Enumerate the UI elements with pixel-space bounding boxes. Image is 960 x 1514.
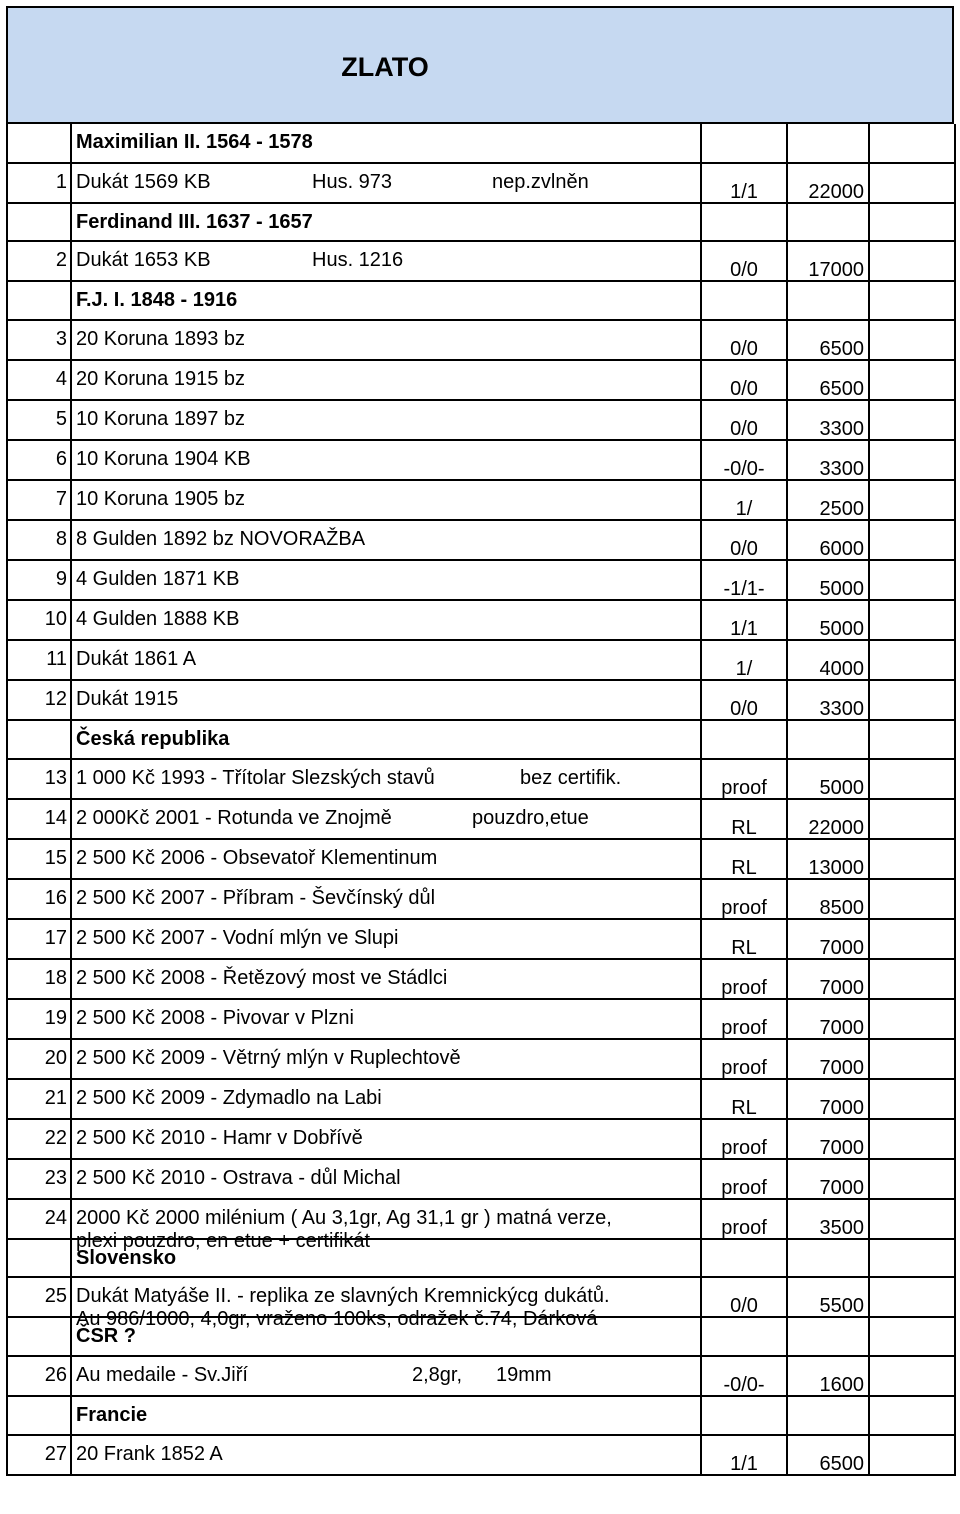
empty-cell bbox=[869, 360, 955, 400]
item-number: 8 bbox=[7, 520, 71, 560]
description-text: 2 500 Kč 2010 - Hamr v Dobřívě bbox=[76, 1126, 363, 1149]
item-note: bez certifik. bbox=[520, 766, 622, 789]
item-number: 16 bbox=[7, 879, 71, 919]
item-number: 7 bbox=[7, 480, 71, 520]
item-price bbox=[787, 281, 869, 320]
item-condition: 1/1 bbox=[701, 600, 787, 640]
empty-cell bbox=[869, 600, 955, 640]
item-price bbox=[787, 203, 869, 242]
table-row bbox=[7, 1119, 955, 1159]
table-row bbox=[7, 440, 955, 480]
item-number: 10 bbox=[7, 600, 71, 640]
section-heading bbox=[71, 720, 701, 759]
item-number: 21 bbox=[7, 1079, 71, 1119]
item-description bbox=[71, 640, 701, 680]
description-text: 20 Frank 1852 A bbox=[76, 1442, 223, 1465]
empty-cell bbox=[869, 241, 955, 281]
item-condition: proof bbox=[701, 999, 787, 1039]
description-text: 10 Koruna 1904 KB bbox=[76, 448, 251, 471]
table-row bbox=[7, 600, 955, 640]
price-table-body bbox=[7, 124, 955, 1475]
item-number bbox=[7, 1239, 71, 1278]
table-row bbox=[7, 1199, 955, 1239]
item-condition: proof bbox=[701, 1159, 787, 1199]
table-row bbox=[7, 360, 955, 400]
empty-cell bbox=[869, 1356, 955, 1396]
item-description bbox=[71, 320, 701, 360]
table-row bbox=[7, 799, 955, 839]
table-row bbox=[7, 320, 955, 360]
description-text: 2 500 Kč 2008 - Řetězový most ve Stádlci bbox=[76, 966, 448, 989]
item-number: 4 bbox=[7, 360, 71, 400]
item-number: 22 bbox=[7, 1119, 71, 1159]
empty-cell bbox=[869, 1079, 955, 1119]
item-description bbox=[71, 879, 701, 919]
item-condition bbox=[701, 1239, 787, 1278]
item-description bbox=[71, 480, 701, 520]
table-row bbox=[7, 839, 955, 879]
description-text: 4 Gulden 1871 KB bbox=[76, 568, 240, 591]
item-price bbox=[787, 124, 869, 163]
table-row bbox=[7, 1079, 955, 1119]
item-number: 14 bbox=[7, 799, 71, 839]
description-text: Dukát 1569 KB bbox=[76, 170, 211, 193]
description-text: 10 Koruna 1905 bz bbox=[76, 488, 246, 511]
description-text: 2 500 Kč 2009 - Větrný mlýn v Ruplechtově bbox=[76, 1046, 461, 1069]
item-price: 3500 bbox=[787, 1199, 869, 1239]
description-text: 1 000 Kč 1993 - Třítolar Slezských stavů bbox=[76, 766, 435, 789]
item-condition: 1/1 bbox=[701, 163, 787, 203]
item-condition: RL bbox=[701, 799, 787, 839]
item-description bbox=[71, 560, 701, 600]
description-text: F.J. I. 1848 - 1916 bbox=[76, 289, 238, 312]
item-description bbox=[71, 241, 701, 281]
description-text: 2 500 Kč 2006 - Obsevatoř Klementinum bbox=[76, 846, 438, 869]
item-number: 1 bbox=[7, 163, 71, 203]
empty-cell bbox=[869, 400, 955, 440]
table-row bbox=[7, 879, 955, 919]
item-number: 12 bbox=[7, 680, 71, 720]
item-price: 7000 bbox=[787, 1079, 869, 1119]
empty-cell bbox=[869, 281, 955, 320]
item-price: 3300 bbox=[787, 680, 869, 720]
item-number: 5 bbox=[7, 400, 71, 440]
item-price: 5000 bbox=[787, 600, 869, 640]
empty-cell bbox=[869, 839, 955, 879]
description-text: Dukát Matyáše II. - replika ze slavných Kremnickýcg dukátů. bbox=[76, 1285, 610, 1308]
item-price: 3300 bbox=[787, 440, 869, 480]
table-row bbox=[7, 1039, 955, 1079]
section-heading bbox=[71, 281, 701, 320]
description-text: 20 Koruna 1893 bz bbox=[76, 328, 246, 351]
item-description bbox=[71, 1277, 701, 1331]
item-condition: 0/0 bbox=[701, 520, 787, 560]
item-condition: RL bbox=[701, 919, 787, 959]
item-number bbox=[7, 1317, 71, 1356]
description-text: 20 Koruna 1915 bz bbox=[76, 368, 246, 391]
item-number: 23 bbox=[7, 1159, 71, 1199]
empty-cell bbox=[869, 1239, 955, 1278]
table-row bbox=[7, 680, 955, 720]
item-price: 7000 bbox=[787, 919, 869, 959]
item-price: 4000 bbox=[787, 640, 869, 680]
item-description bbox=[71, 1356, 701, 1396]
item-price bbox=[787, 1239, 869, 1278]
item-condition: proof bbox=[701, 1199, 787, 1239]
section-row bbox=[7, 1317, 955, 1356]
description-text: 2 500 Kč 2007 - Příbram - Ševčínský důl bbox=[76, 886, 436, 909]
section-heading bbox=[71, 1239, 701, 1278]
table-row bbox=[7, 1277, 955, 1317]
item-number: 2 bbox=[7, 241, 71, 281]
description-text: 2 500 Kč 2010 - Ostrava - důl Michal bbox=[76, 1166, 401, 1189]
item-description bbox=[71, 163, 701, 203]
empty-cell bbox=[869, 919, 955, 959]
item-number: 11 bbox=[7, 640, 71, 680]
empty-cell bbox=[869, 999, 955, 1039]
description-text: Slovensko bbox=[76, 1246, 177, 1269]
item-price bbox=[787, 1396, 869, 1435]
section-row bbox=[7, 1239, 955, 1278]
price-table bbox=[6, 124, 956, 1476]
section-row bbox=[7, 203, 955, 242]
item-description bbox=[71, 440, 701, 480]
item-condition bbox=[701, 1317, 787, 1356]
item-condition: 1/1 bbox=[701, 1435, 787, 1475]
empty-cell bbox=[869, 759, 955, 799]
item-number: 6 bbox=[7, 440, 71, 480]
item-note: pouzdro,etue bbox=[472, 806, 589, 829]
item-condition: 0/0 bbox=[701, 320, 787, 360]
item-condition bbox=[701, 124, 787, 163]
item-price: 22000 bbox=[787, 799, 869, 839]
empty-cell bbox=[869, 203, 955, 242]
item-price: 5000 bbox=[787, 560, 869, 600]
item-price: 22000 bbox=[787, 163, 869, 203]
empty-cell bbox=[869, 124, 955, 163]
item-description bbox=[71, 400, 701, 440]
item-description bbox=[71, 520, 701, 560]
table-row bbox=[7, 959, 955, 999]
item-number: 3 bbox=[7, 320, 71, 360]
item-price: 7000 bbox=[787, 1039, 869, 1079]
item-number bbox=[7, 203, 71, 242]
item-condition: RL bbox=[701, 1079, 787, 1119]
item-price: 6500 bbox=[787, 1435, 869, 1475]
item-condition: -0/0- bbox=[701, 440, 787, 480]
table-row bbox=[7, 1435, 955, 1475]
item-price: 17000 bbox=[787, 241, 869, 281]
section-row bbox=[7, 720, 955, 759]
item-condition: -1/1- bbox=[701, 560, 787, 600]
item-price: 7000 bbox=[787, 959, 869, 999]
empty-cell bbox=[869, 1039, 955, 1079]
item-description bbox=[71, 680, 701, 720]
item-number: 20 bbox=[7, 1039, 71, 1079]
item-note: 19mm bbox=[496, 1364, 552, 1387]
item-number bbox=[7, 720, 71, 759]
item-condition bbox=[701, 1396, 787, 1435]
table-row bbox=[7, 400, 955, 440]
table-row bbox=[7, 640, 955, 680]
section-heading bbox=[71, 203, 701, 242]
table-row bbox=[7, 241, 955, 281]
item-price bbox=[787, 720, 869, 759]
item-description bbox=[71, 1199, 701, 1252]
section-heading bbox=[71, 1317, 701, 1356]
empty-cell bbox=[869, 879, 955, 919]
item-condition: proof bbox=[701, 1119, 787, 1159]
item-condition: proof bbox=[701, 879, 787, 919]
empty-cell bbox=[869, 959, 955, 999]
description-text: Česká republika bbox=[76, 728, 230, 751]
empty-cell bbox=[869, 1435, 955, 1475]
table-row bbox=[7, 480, 955, 520]
item-condition: proof bbox=[701, 759, 787, 799]
item-price: 5500 bbox=[787, 1277, 869, 1317]
item-price: 6500 bbox=[787, 360, 869, 400]
table-row bbox=[7, 1356, 955, 1396]
item-description bbox=[71, 839, 701, 879]
item-description bbox=[71, 1119, 701, 1159]
section-row bbox=[7, 281, 955, 320]
item-price: 6500 bbox=[787, 320, 869, 360]
description-text: 10 Koruna 1897 bz bbox=[76, 408, 246, 431]
item-condition: 1/ bbox=[701, 480, 787, 520]
item-description bbox=[71, 360, 701, 400]
description-text: Dukát 1915 bbox=[76, 688, 179, 711]
item-price: 1600 bbox=[787, 1356, 869, 1396]
description-text: 2 500 Kč 2008 - Pivovar v Plzni bbox=[76, 1006, 354, 1029]
item-description bbox=[71, 1159, 701, 1199]
empty-cell bbox=[869, 640, 955, 680]
item-number bbox=[7, 281, 71, 320]
item-number: 13 bbox=[7, 759, 71, 799]
description-text: Ferdinand III. 1637 - 1657 bbox=[76, 210, 313, 233]
item-condition: proof bbox=[701, 1039, 787, 1079]
item-price: 2500 bbox=[787, 480, 869, 520]
page-title: ZLATO bbox=[341, 52, 429, 82]
section-heading bbox=[71, 1396, 701, 1435]
empty-cell bbox=[869, 1159, 955, 1199]
table-row bbox=[7, 163, 955, 203]
item-number: 19 bbox=[7, 999, 71, 1039]
description-text: 2 500 Kč 2007 - Vodní mlýn ve Slupi bbox=[76, 926, 399, 949]
header-band bbox=[6, 6, 954, 124]
item-condition bbox=[701, 720, 787, 759]
section-row bbox=[7, 1396, 955, 1435]
item-number: 25 bbox=[7, 1277, 71, 1317]
item-condition: RL bbox=[701, 839, 787, 879]
table-row bbox=[7, 999, 955, 1039]
item-note: Hus. 1216 bbox=[312, 249, 404, 272]
table-row bbox=[7, 919, 955, 959]
item-condition: 0/0 bbox=[701, 360, 787, 400]
item-price: 13000 bbox=[787, 839, 869, 879]
empty-cell bbox=[869, 480, 955, 520]
item-condition: 0/0 bbox=[701, 1277, 787, 1317]
item-price: 8500 bbox=[787, 879, 869, 919]
item-description bbox=[71, 1435, 701, 1475]
item-condition bbox=[701, 203, 787, 242]
item-condition: proof bbox=[701, 959, 787, 999]
description-text: Dukát 1861 A bbox=[76, 648, 197, 671]
description-text: 2000 Kč 2000 milénium ( Au 3,1gr, Ag 31,1 gr ) matná verze, bbox=[76, 1206, 612, 1229]
item-note: 2,8gr, bbox=[412, 1364, 463, 1387]
item-description bbox=[71, 799, 701, 839]
description-text: 8 Gulden 1892 bz NOVORAŽBA bbox=[76, 528, 366, 551]
item-description bbox=[71, 759, 701, 799]
item-price: 3300 bbox=[787, 400, 869, 440]
empty-cell bbox=[869, 1396, 955, 1435]
description-text: Dukát 1653 KB bbox=[76, 249, 211, 272]
description-text: 2 500 Kč 2009 - Zdymadlo na Labi bbox=[76, 1086, 382, 1109]
item-number: 9 bbox=[7, 560, 71, 600]
item-price: 5000 bbox=[787, 759, 869, 799]
item-note: nep.zvlněn bbox=[492, 170, 589, 193]
empty-cell bbox=[869, 1119, 955, 1159]
item-description bbox=[71, 600, 701, 640]
empty-cell bbox=[869, 720, 955, 759]
item-condition: 0/0 bbox=[701, 680, 787, 720]
table-row bbox=[7, 520, 955, 560]
empty-cell bbox=[869, 1199, 955, 1239]
item-number: 26 bbox=[7, 1356, 71, 1396]
item-description bbox=[71, 919, 701, 959]
item-description bbox=[71, 999, 701, 1039]
description-text: 2 000Kč 2001 - Rotunda ve Znojmě bbox=[76, 806, 392, 829]
empty-cell bbox=[869, 560, 955, 600]
item-number bbox=[7, 124, 71, 163]
item-number: 17 bbox=[7, 919, 71, 959]
empty-cell bbox=[869, 520, 955, 560]
item-price bbox=[787, 1317, 869, 1356]
description-second-line: plexi pouzdro, en etue + certifikát bbox=[76, 1229, 371, 1252]
description-text: Maximilian II. 1564 - 1578 bbox=[76, 131, 313, 153]
item-number: 18 bbox=[7, 959, 71, 999]
item-condition: 0/0 bbox=[701, 400, 787, 440]
empty-cell bbox=[869, 1317, 955, 1356]
table-row bbox=[7, 1159, 955, 1199]
section-row bbox=[7, 124, 955, 163]
table-row bbox=[7, 759, 955, 799]
table-row bbox=[7, 560, 955, 600]
empty-cell bbox=[869, 440, 955, 480]
item-number: 24 bbox=[7, 1199, 71, 1239]
item-description bbox=[71, 1079, 701, 1119]
empty-cell bbox=[869, 320, 955, 360]
item-description bbox=[71, 1039, 701, 1079]
description-text: 4 Gulden 1888 KB bbox=[76, 608, 240, 631]
item-description bbox=[71, 959, 701, 999]
description-text: Au medaile - Sv.Jiří bbox=[76, 1364, 248, 1387]
item-price: 7000 bbox=[787, 999, 869, 1039]
empty-cell bbox=[869, 680, 955, 720]
item-condition: 0/0 bbox=[701, 241, 787, 281]
item-number: 27 bbox=[7, 1435, 71, 1475]
item-note: Hus. 973 bbox=[312, 170, 393, 193]
item-condition: -0/0- bbox=[701, 1356, 787, 1396]
item-condition bbox=[701, 281, 787, 320]
empty-cell bbox=[869, 163, 955, 203]
empty-cell bbox=[869, 1277, 955, 1317]
item-price: 7000 bbox=[787, 1119, 869, 1159]
item-condition: 1/ bbox=[701, 640, 787, 680]
description-second-line: Au 986/1000, 4,0gr, vraženo 100ks, odražek č.74, Dárková bbox=[76, 1308, 598, 1331]
item-number bbox=[7, 1396, 71, 1435]
item-price: 7000 bbox=[787, 1159, 869, 1199]
item-price: 6000 bbox=[787, 520, 869, 560]
description-text: Francie bbox=[76, 1404, 148, 1427]
item-number: 15 bbox=[7, 839, 71, 879]
description-text: ČSR ? bbox=[76, 1325, 136, 1348]
section-heading bbox=[71, 124, 701, 163]
empty-cell bbox=[869, 799, 955, 839]
